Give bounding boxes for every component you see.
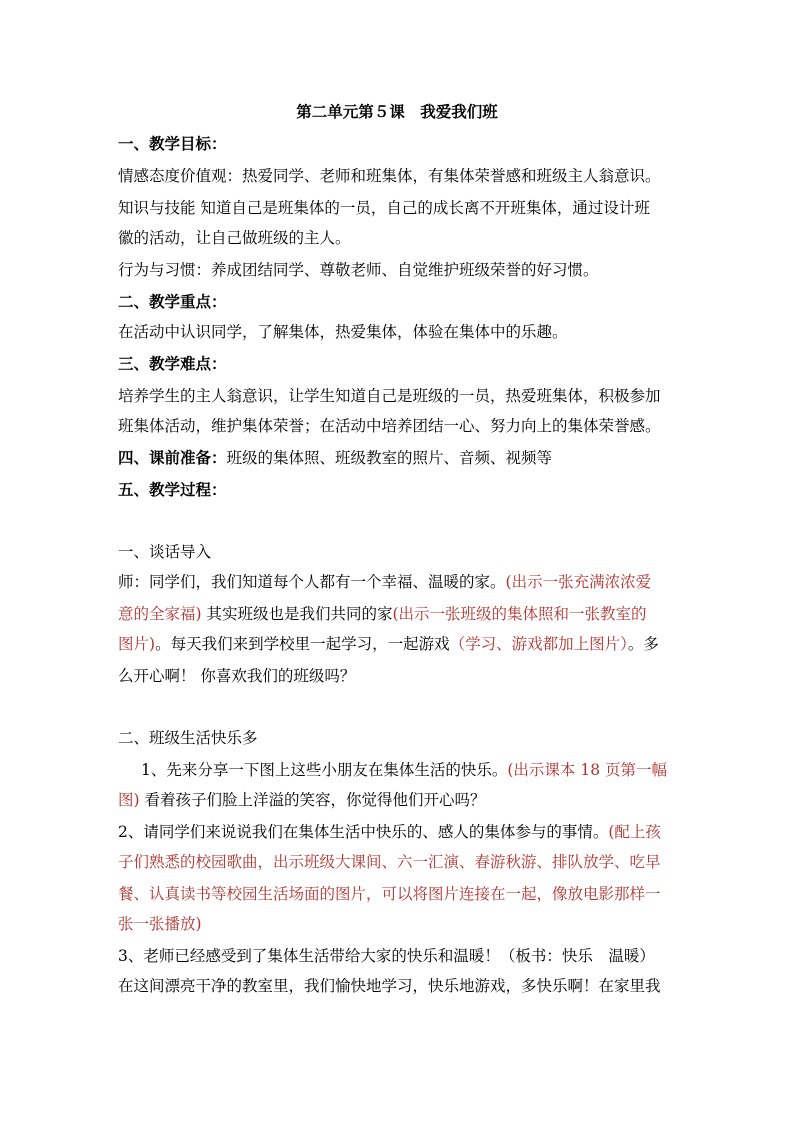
paragraph-line: 行为与习惯：养成团结同学、尊敬老师、自觉维护班级荣誉的好习惯。 — [118, 261, 599, 279]
text-span: 2、请同学们来说说我们在集体生活中快乐的、感人的集体参与的事情。 — [118, 823, 609, 841]
note-span: （学习、游戏都加上图片） — [449, 635, 628, 653]
paragraph-line: 张一张播放) — [118, 915, 202, 933]
text-span: 师：同学们，我们知道每个人都有一个幸福、温暖的家。 — [118, 573, 506, 591]
text-span: 。多 — [627, 635, 659, 653]
text-span: 看着孩子们脸上洋溢的笑容，你觉得他们开心吗？ — [139, 791, 486, 809]
section-heading-difficulties: 三、教学难点： — [118, 354, 227, 373]
paragraph-line: 在这间漂亮干净的教室里，我们愉快地学习，快乐地游戏，多快乐啊！在家里我 — [118, 977, 661, 995]
note-span: (配上孩 — [608, 823, 661, 841]
paragraph-line: 徽的活动，让自己做班级的主人。 — [118, 229, 351, 247]
section-heading-preparation: 四、课前准备： — [118, 448, 227, 467]
paragraph-line — [118, 822, 678, 842]
note-span: 图片) — [118, 635, 156, 653]
paragraph-line: 3、老师已经感受到了集体生活带给大家的快乐和温暖！（板书：快乐 温暖） — [118, 947, 655, 965]
paragraph-line — [118, 572, 678, 592]
page-title: 第二单元第５课 我爱我们班 — [296, 102, 498, 121]
text-span: 1、先来分享一下图上这些小朋友在集体生活的快乐。 — [141, 761, 508, 779]
note-span: (出示一张充满浓浓爱 — [505, 573, 652, 591]
paragraph-line: 情感态度价值观：热爱同学、老师和班集体，有集体荣誉感和班级主人翁意识。 — [118, 167, 661, 185]
preparation-text: 班级的集体照、班级教室的照片、音频、视频等 — [226, 449, 553, 467]
paragraph-line: 知识与技能 知道自己是班集体的一员，自己的成长离不开班集体，通过设计班 — [118, 199, 650, 217]
part-heading-class-life: 二、班级生活快乐多 — [118, 729, 258, 747]
paragraph-line: 子们熟悉的校园歌曲，出示班级大课间、六一汇演、春游秋游、排队放学、吃早 — [118, 853, 661, 871]
paragraph-line — [118, 634, 678, 654]
paragraph-line: 在活动中认识同学，了解集体，热爱集体，体验在集体中的乐趣。 — [118, 323, 568, 341]
note-span: (出示课本 18 页第一幅 — [507, 761, 667, 779]
paragraph-line: 餐、认真读书等校园生活场面的图片，可以将图片连接在一起，像放电影那样一 — [118, 885, 661, 903]
paragraph-line — [118, 604, 678, 624]
note-span: 图) — [118, 791, 140, 809]
section-heading-objectives: 一、教学目标： — [118, 134, 227, 153]
paragraph-line: 培养学生的主人翁意识，让学生知道自己是班级的一员，热爱班集体，积极参加 — [118, 387, 661, 405]
part-heading-intro: 一、谈话导入 — [118, 543, 212, 561]
section-preparation — [118, 448, 678, 468]
paragraph-line — [118, 790, 678, 810]
note-span: (出示一张班级的集体照和一张教室的 — [392, 605, 647, 623]
text-span: 。每天我们来到学校里一起学习，一起游戏 — [155, 635, 450, 653]
text-span: 其实班级也是我们共同的家 — [201, 605, 393, 623]
note-span: 意的全家福) — [118, 605, 202, 623]
paragraph-line: 么开心啊！ 你喜欢我们的班级吗？ — [118, 667, 356, 685]
section-heading-key-points: 二、教学重点： — [118, 292, 227, 311]
paragraph-line — [141, 760, 701, 780]
paragraph-line: 班集体活动，维护集体荣誉；在活动中培养团结一心、努力向上的集体荣誉感。 — [118, 417, 661, 435]
section-heading-process: 五、教学过程： — [118, 480, 227, 499]
